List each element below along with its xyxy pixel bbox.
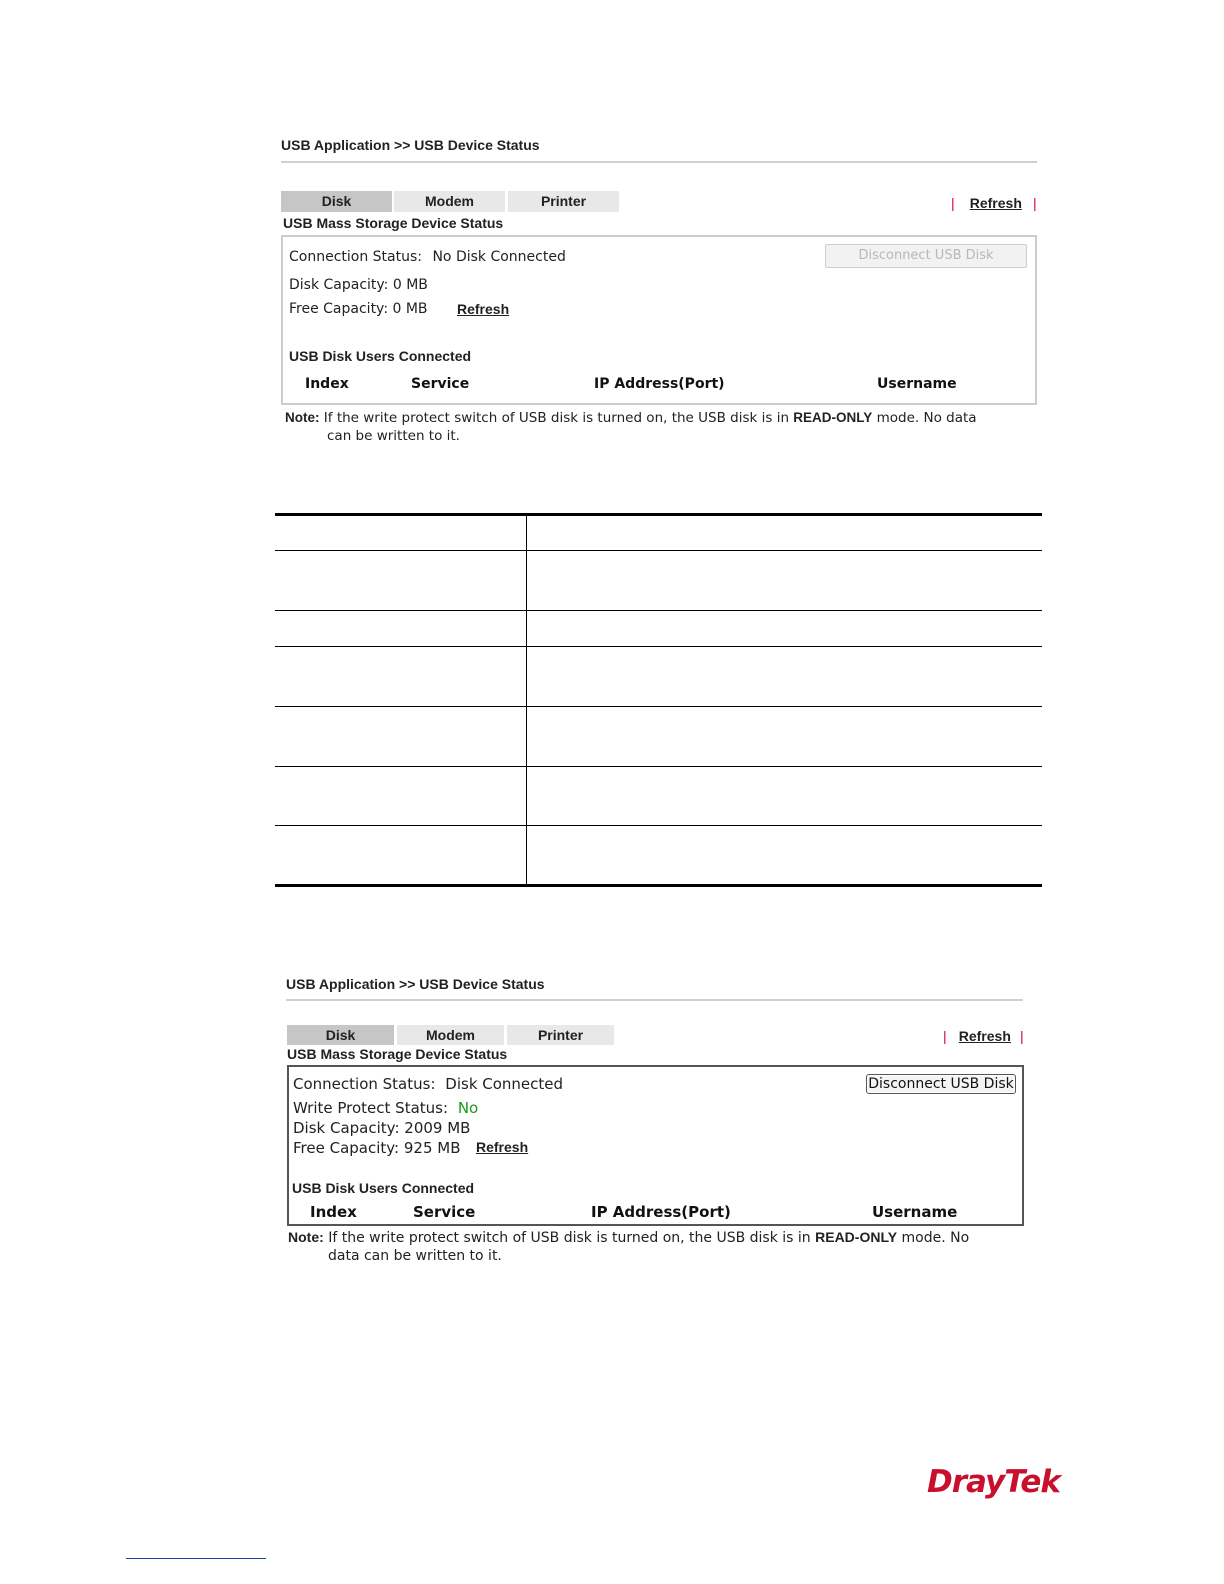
note-label: Note: [285,410,320,425]
section-title: USB Mass Storage Device Status [287,1046,508,1062]
note-bold: READ-ONLY [793,410,873,425]
write-protect-status [293,1099,478,1117]
table-row-border [275,610,1042,611]
separator: | [951,195,955,211]
note-line2: data can be written to it. [328,1248,502,1264]
note-line2: can be written to it. [327,428,460,444]
column-ip-address: IP Address(Port) [594,376,725,392]
divider [286,999,1023,1001]
table-row-border [275,766,1042,767]
disconnect-usb-disk-button[interactable]: Disconnect USB Disk [866,1074,1016,1094]
connection-value: Disk Connected [445,1075,564,1093]
separator: | [943,1028,947,1044]
column-username: Username [872,1203,958,1221]
table-row-border [275,706,1042,707]
connection-label: Connection Status: [289,249,422,265]
status-panel [281,235,1037,405]
tab-printer[interactable]: Printer [507,1025,614,1045]
note-text: If the write protect switch of USB disk is turned on, the USB disk is in [323,410,794,426]
note-text-end: mode. No data [872,410,977,426]
section-title: USB Mass Storage Device Status [283,215,504,231]
column-ip-address: IP Address(Port) [591,1203,731,1221]
column-username: Username [877,376,957,392]
separator: | [1019,1028,1024,1044]
connection-status [289,249,566,265]
separator: | [1032,195,1037,211]
note [288,1228,1028,1265]
column-service: Service [411,376,470,392]
tab-disk[interactable]: Disk [287,1025,394,1045]
refresh-group [943,1026,1024,1045]
refresh-link[interactable]: Refresh [958,1028,1011,1044]
disk-capacity: Disk Capacity: 2009 MB [293,1119,471,1137]
status-panel [287,1065,1024,1226]
divider [281,161,1037,163]
refresh-group [951,193,1037,212]
table-bottom-border [275,884,1042,887]
tab-printer[interactable]: Printer [508,191,619,212]
refresh-link[interactable]: Refresh [969,195,1022,211]
breadcrumb: USB Application >> USB Device Status [281,137,540,153]
free-capacity: Free Capacity: 0 MB [289,301,428,317]
footer-rule [126,1558,266,1559]
refresh-capacity-link[interactable]: Refresh [457,301,510,317]
disconnect-usb-disk-button: Disconnect USB Disk [825,244,1027,268]
connection-status [293,1075,563,1093]
write-protect-value: No [457,1099,479,1117]
table-row-border [275,825,1042,826]
note-text-end: mode. No [897,1230,970,1246]
refresh-capacity-link[interactable]: Refresh [476,1139,529,1155]
users-title: USB Disk Users Connected [292,1180,475,1196]
write-protect-label: Write Protect Status: [293,1099,449,1117]
connection-label: Connection Status: [293,1075,436,1093]
note-label: Note: [288,1229,324,1245]
users-title: USB Disk Users Connected [289,348,472,364]
note [285,409,1035,445]
table-column-divider [526,514,527,886]
tab-modem[interactable]: Modem [394,191,505,212]
tab-disk[interactable]: Disk [281,191,392,212]
column-index: Index [305,376,349,392]
table-row-border [275,550,1042,551]
free-capacity: Free Capacity: 925 MB [293,1139,461,1157]
tab-modem[interactable]: Modem [397,1025,504,1045]
table-row-border [275,646,1042,647]
note-bold: READ-ONLY [815,1229,898,1245]
table-top-border [275,513,1042,516]
disk-capacity: Disk Capacity: 0 MB [289,277,428,293]
breadcrumb: USB Application >> USB Device Status [286,976,545,992]
connection-value: No Disk Connected [432,249,566,265]
column-service: Service [413,1203,476,1221]
draytek-logo: DrayTek [927,1464,1060,1500]
column-index: Index [310,1203,357,1221]
note-text: If the write protect switch of USB disk is turned on, the USB disk is in [328,1230,816,1246]
